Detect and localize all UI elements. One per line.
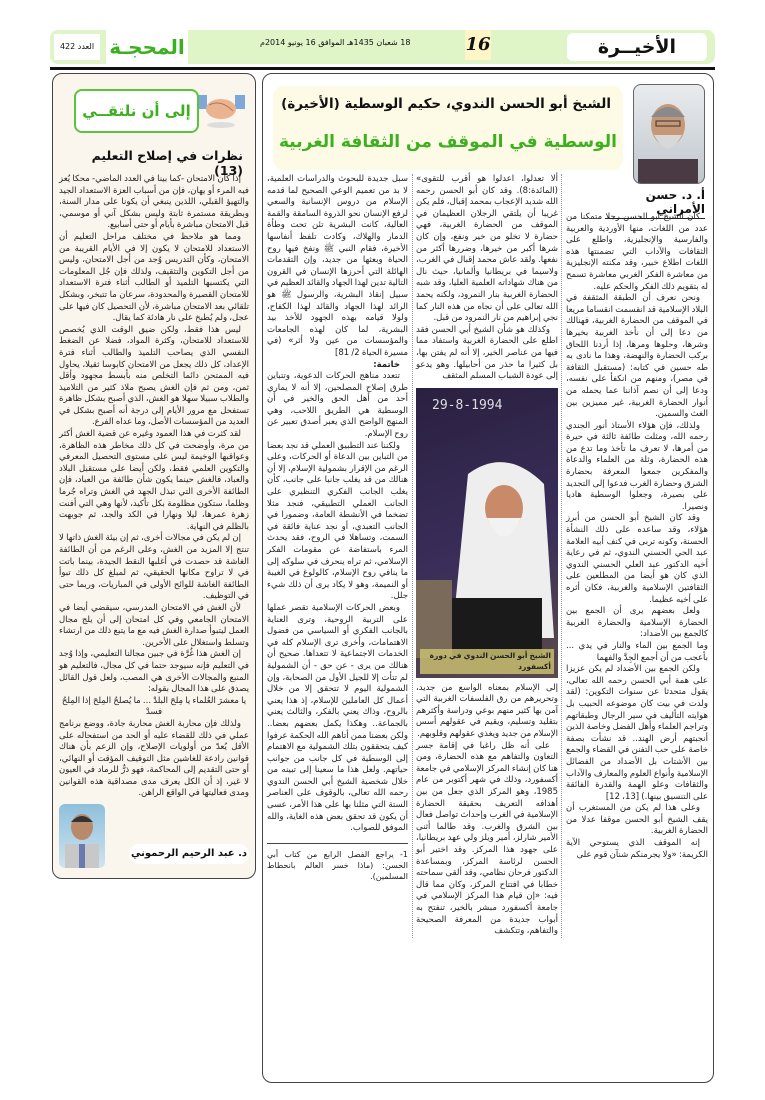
paragraph: إن الغش هذا غُرَّة في جبين مجالنا التعليمي، وإذا وُجد في التعليم فإنه سيوجد حتما في كل مجال، فالتعليم هو المنبع والمجالات الأخرى هي المصب، ولعل قول القائل يصدق على هذا المجال بقوله:	[59, 649, 249, 695]
paragraph: ولذلك، فإن هؤلاء الأستاذ أنور الجندي رحمه الله، ومثلت طائفة ثالثة في حيرة من أمرها، لا تعرف ما تأخذ وما تدع من هذه الحضارة، وثلة من العلماء والدعاة والمفكرين جمعوا المعرفة بحضارة الشرق وحضارة الغرب فدعوا إلى التجديد على بصيرة، وجعلوا الوسطية هاديا ونصيرا.	[566, 420, 708, 512]
sheikh-photo	[416, 388, 558, 678]
author-name: د. عبد الرحيم الرحموني	[129, 844, 249, 864]
header-rule	[50, 67, 715, 70]
column-banner: إلى أن نلتقــي	[74, 89, 199, 133]
paragraph: ليس هذا فقط، ولكن ضيق الوقت الذي يُخصص للاستعداد للامتحان، وكثرة المواد، فضلا عن الضغط النفسي الذي يصاحب التلميذ والطالب أثناء فترة الإعداد، كل ذلك يجعل من الامتحان كابوسا ثقيلا، يحاول فيه الممتحن دائما التخلص منه بأبسط مجهود وأقل ثمن، ومن ثم فإن الغش يصبح ملاذ كثير من التلاميذ والطلاب سبيلا سهلا هو الغش، الذي أصبح بشكل ظاهرة تستفحل مع مرور الأيام إلى درجة أنه أصبح بشكل في العديد من المؤسسات الأصل، وما عداه الفرع.	[59, 324, 249, 428]
section-title: الأخيــرة	[567, 33, 707, 61]
paragraph: ولعل بعضهم يرى أن الجمع بين الحضارة الإسلامية والحضارة الغربية كالجمع بين الأضداد:	[566, 606, 708, 640]
article-box	[262, 73, 714, 1083]
column-body	[59, 174, 249, 800]
author-photo	[59, 804, 105, 868]
page-header	[50, 30, 715, 64]
paragraph: وكذلك هو شأن الشيخ أبي الحسن فقد اطلع على الحضارة الغربية واستفاد مما فيها من عناصر الخير، إلا أنه لم يفتن بها، بل كثيرا ما حذر من أحابيلها. وهو يدعو إلى عودة الشباب المسلم المثقف	[416, 324, 558, 382]
column-title: نظرات في إصلاح التعليم (13)	[91, 148, 243, 178]
paragraph: ومما هو ملاحظ في مختلف مراحل التعليم أن الاستعداد للامتحان لا يكون إلا في الأيام القريبة من الامتحان، وكأن التدريس وُجد من أجل الامتحان، وليس من أجل التكوين والتثقيف، ولذلك فإن جُل المعلومات التي يكتسبها التلميذ أو الطالب أثناء فترة الاستعداد للامتحان القصيرة والمحدودة، سرعان ما تتبخر، وبشكل تلقائي بعد الامتحان مباشرة، لأن التحصيل كان فيها على عجل، ولم يُطبخ على نار هادئة كما يقال.	[59, 231, 249, 324]
page-number: 16	[465, 30, 491, 60]
footnote: 1- يراجع الفصل الرابع من كتاب أبي الحسن: (ماذا خسر العالم بانحطاط المسلمين).	[267, 843, 408, 882]
paragraph: على أنه ظل راغبا في إقامة جسر التعاون والتفاهم مع هذه الحضارة، ومن هنا كان إنشاء المركز الإسلامي في جامعة أكسفورد، وذلك في شهر أكتوبر من عام 1985، وهو المركز الذي جعل من بين أهدافه التعريف بحقيقة الحضارة الإسلامية في الغرب وإحداث تواصل فعال بين الشرق والغرب. وقد طالما أثنى الأمير شارلز، أمير ويلز ولي عهد بريطانيا، على جهود هذا المركز. وقد اختير أبو الحسن لرئاسة المركز، وبمساعدة الدكتور فرحان نظامي، وقد ألقى سماحته خطابا في افتتاح المركز، وكان مما قال فيه: «إن قيام هذا المركز الإسلامي في جامعة أكسفورد مبشر بالخير، تنفتح به أبواب جديدة من المعرفة الصحيحة والتفاهم، وتتكشف	[416, 740, 558, 937]
column-box	[52, 73, 256, 879]
paragraph: إذا كان الامتحان -كما بينا في العدد الماضي- محكا يُعز فيه المرء أو يهان، فإن من أسباب العزة الاستعداد الجيد والتهيؤ القبلي، اللذين ينبغي أن يكونا على مدار السنة، وبطريقة مستمرة ثابتة وليس بشكل آني أو موسمي، قبل الامتحان مباشرة بأيام أو حتى أسابيع.	[59, 174, 249, 231]
article-author: أ. د. حسن الأمراني	[605, 188, 705, 219]
column-header	[59, 74, 249, 178]
paragraph: وقد كان الشيخ أبو الحسن من أبرز هؤلاء، وقد ساعده على ذلك النشأة الحسنة، وكونه تربى في كنف أبيه العلامة عبد الحي الحسني الندوي، ثم في رعاية أخيه الدكتور عبد العلي الحسني الندوي الذي كان هو أيضا من المطلعين على الثقافتين الإسلامية والغربية، فكان أثره على أخيه عظيما.	[566, 513, 708, 605]
photo-caption: الشيخ أبو الحسن الندوي في دورة أكسفورد	[420, 649, 554, 674]
paragraph: سبل جديدة للبحوث والدراسات العلمية، لا بد من تعميم الوعي الصحيح لما قدمه الإسلام من دروس الإنسانية والسعي لرفع الإنسان نحو الذروة السامقة والقمة العالية، كانت البشرية تئن تحت وطأة الدمار والهلاك، وكادت تلفظ أنفاسها الأخيرة، فقام النبي ﷺ ونفخ فيها روح الحياة وبعثها من جديد، وإن التقدمات الهائلة التي أحرزها الإنسان في القرون التالية تدين لهذا الجهاد والقائد العظيم في سبيل إنقاذ البشرية، والرسول ﷺ هو الرائد لهذا الجهاد والقائد لهذا الكفاح، ولولا قيامه بهذه الجهود للأخذ بيد البشرية، لما كان لهذه الجامعات والمؤسسات من عين ولا أثر» (في مسيرة الحياة 2/ 81]	[267, 174, 408, 358]
paragraph: إنه الموقف الذي يستوحي الآية الكريمة: «ولا يجرمنكم شنآن قوم على	[566, 838, 708, 860]
paragraph: ألا تعدلوا، اعدلوا هو أقرب للتقوى» (المائدة:8). وقد كان أبو الحسن رحمه الله شديد الإعجاب بمحمد إقبال، فلم يكن غريبا أن يلتقي الرجلان العظيمان في الموقف من الحضارة الغربية، فهي حضارة لا تخلو من خير ونفع، وإن كان شرها أكبر من خيرها، وضررها أكثر من نفعها. ولقد عاش محمد إقبال في الغرب، ولاسيما في بريطانيا وألمانيا، حيث نال من هناك شهاداته العلمية العليا، وقد شبه الحضارة الغربية بنار النمرود، ولكنه يحمد الله تعالى على أن نجاه من هذه النار كما نجي إبراهيم من نار النمرود من قبل.	[416, 174, 558, 324]
paragraph: ولذلك فإن محاربة الغش محاربة جادة، ووضع برنامج عملي في ذلك للقضاء عليه أو الحد من استفحاله على الأقل يُعدّ من أولويات الإصلاح، وإن الزعم بأن هناك قوانين رادعة للغاشين مثل التوقيف المؤقت أو النهائي، أو حتى التقديم إلى المحاكمة، فهو ذرٌّ للرماد في العيون لا غير، إذ أن الكل يعرف مدى مصداقية هذه القوانين ومدى فعاليتها في الواقع الراهن.	[59, 718, 249, 799]
article-heading	[273, 86, 623, 170]
issue-date: 18 شعبان 1435هـ الموافق 16 يونيو 2014م	[260, 38, 411, 47]
verse: وما الجمع بين الماء والنار في يدي ... بأعجب من أن أجمع الجِدَّ والفهما	[566, 640, 708, 663]
magazine-logo: المحجـة	[106, 28, 188, 66]
column-author	[59, 804, 249, 870]
paragraph: كان الشيخ أبو الحسن رجلا متمكنا من عدد من اللغات، منها الأوردية والعربية والفارسية والإنجليزية، واطلع على الثقافات والآداب التي تضمنتها هذه اللغات اطلاع خبير، وقد مكنته الإنجليزية من معاشرة الفكر الغربي معاشرة تسمح له بتقويم ذلك الفكر والحكم عليه.	[566, 212, 708, 292]
paragraph: إلى الإسلام بمعناه الواسع من جديد، وتحريرهم من رق الفلسفات الغربية التي آمن بها كثير منهم بوعي ودراسة وأكثرهم بتقليد وتسليم، ويقيم في عقولهم أسس الإسلام من جديد ويغذي عقولهم وقلوبهم.	[416, 682, 558, 740]
paragraph: إن لم يكن في مجالات أخرى، ثم إن بيئة الغش ذاتها لا تنتج إلا المزيد من الغش، وعلى الرغم من أن الطائفة الغاشة قد حصدت في أغلبها النقط الجيدة، بينما باتت في لا تراوح مكانها الحقيقي، ثم لمبلغ كل ذلك تبوأ الطائفة الغاشة للوائح الأولى في المباريات، وربما حتى في التوظيف.	[59, 533, 249, 602]
issue-number: العدد 422	[54, 34, 100, 60]
section-heading: خاتمة:	[373, 359, 400, 370]
paragraph: لأن الغش في الامتحان المدرسي، سيقضي أيضا في الامتحان الجامعي وفي كل امتحان إلى أن يلج مجال العمل ليتبوأ صدارة الغش فيه مع ما يتبع ذلك من ارتشاء وتسلط واستغلال على الأخرين.	[59, 602, 249, 648]
article-column-3	[267, 174, 408, 882]
paragraph: تتعدد مناهج الحركات الدعوية، وتتباين طرق إصلاح المصلحين، إلا أنه لا يماري أحد من أهل الحق والخير في أن الوسطية هي الطريق اللاحب، وهي المنهج الواضح الذي يعبر أصدق تعبير عن روح الإسلام.	[267, 371, 408, 440]
verse: يا معشرَ العُلماء يا مِلحَ البلدْ ... ما يُصلحُ المِلحَ إذا المِلحُ فسدْ	[61, 695, 247, 718]
article-title: الشيخ أبو الحسن الندوي، حكيم الوسطية (الأخيرة)	[281, 96, 611, 112]
article-subtitle: الوسطية في الموقف من الثقافة الغربية	[278, 132, 617, 152]
photo-date: 29-8-1994	[432, 397, 503, 413]
paragraph: لقد كثرت في هذا العمود وغيره عن قضية الغش أكثر من مرة، وأوضحت في كل ذلك مخاطر هذه الظاهرة، وعواقبها الوخيمة ليس على مستوى التحصيل المعرفي والتكوين العلمي فقط، ولكن أيضا على مستقبل البلاد والعباد، فالغش حينما يكون شأن طائفة من العباد، فإن الطائفة الأخرى التي تبذل الجهد في الغش وتراه جُرما وظلما، ستكون مظلومة بكل تأكيد، لأنها وهي التي أفنت زهرة عمرها، ليلا ونهارا في الكد والجد، ثم جوبهت بالظلم في النهاية.	[59, 429, 249, 532]
paragraph: ونحن نعرف أن الطبقة المثقفة في البلاد الإسلامية قد انقسمت انقساما مريعا في الموقف من الحضارة الغربية، فهنالك من دعا إلى أن نأخذ الغربية بخيرها وشرها، وحلوها ومرها، إذا أردنا اللحاق بركب الحضارة والنهضة، وهذا ما نادى به طه حسين في كتابه: (مستقبل الثقافة في مصر)، ومنهم من انكفأ على نفسه، ودعا إلى أن نصم آذاننا عما يحمله من أنوار الحضارة الغربية، غير مميزين بين الغث والسمين.	[566, 293, 708, 420]
paragraph: ولكن الجمع بين الأضداد لم يكن عزيزا على همة أبي الحسن رحمه الله تعالى، يقول متحدثا عن سنوات التكوين: (لقد ولدت في بيت كان موضوعه الحبيب بل هوايته التأليف في سير الرجال وطبقاتهم وتراجم العلماء وأهل الفضل وخاصة الذين أنجبتهم أرض الهند.. قد نشأت بصفة خاصة على حب التفنن في القضاء والجمع بين الأشتات بل الأضداد من الفضائل الإسلامية وأنواع العلوم والمعارف والآداب والثقافات وعلو الهمة والقدرة الفائقة على التنسيق بينها.) [13، 12]	[566, 664, 708, 802]
paragraph: وبعض الحركات الإسلامية تقصر عملها على التربية الروحية، وترى العناية بالجانب الفكري أو السياسي من فضول الاهتمامات، وأخرى ترى الإسلام كله في الخدمات الاجتماعية لا تتعداها. صحيح أن هنالك من يرى - عن حق - أن الشمولية لم تتأت إلا للجيل الأول من الصحابة، وإن الشمولية اليوم لا تتحقق إلا من خلال أعمال كل العاملين للإسلام، إذ هذا يعني بالروح، وذاك يعني بالفكر، والثالث يعني بالجماعة.. وهكذا يكمل بعضهم بعضا.. ولكن بعضنا ممن أتاهم الله الحكمة عرفوا كيف يتحققون بتلك الشمولية مع الاهتمام إلى الوسطية في كل جانب من جوانب حياتهم. ولعل هذا ما سعينا إلى تبينه من خلال شخصية الشيخ أبي الحسن الندوي رحمه الله تعالى، بالوقوف على العناصر الستة التي مثلنا بها على هذا الأمر، عسى أن يكون قد تحقق بعض هذه الغاية، والله الموفق للصواب.	[267, 602, 408, 834]
author-photo	[633, 84, 705, 184]
article-column-2	[412, 174, 562, 938]
article-column-1	[566, 212, 708, 861]
paragraph: ولكننا عند التطبيق العملي قد نجد بعضا من التباين بين الدعاة أو الحركات، وعلى الرغم من الإقرار بشمولية الإسلام، إلا أن هنالك من قد يغلب جانبا على جانب، كأن يغلب الجانب الفكري التنظيري على الجانب العملي التطبيقي، فنجد مثلا تضخما في الأنشطة العامة، وضمورا في الجانب التعبدي، أو نجد عناية فائقة في السمت، وتساهلا في الروح، فقد يحدث المرء باستفاضة عن مقومات الفكر الإسلامي، ثم تراه ينحرف في سلوكه إلى ما ينافي روح الإسلام، كالولوغ في الغيبة أو النميمة، وهو لا يكاد يرى أن ذلك شيء جلل.	[267, 440, 408, 602]
handshake-icon	[197, 89, 245, 129]
paragraph: وعلى هذا لم يكن من المستغرب أن يقف الشيخ أبو الحسن موقفا عدلا من الحضارة الغربية.	[566, 803, 708, 837]
